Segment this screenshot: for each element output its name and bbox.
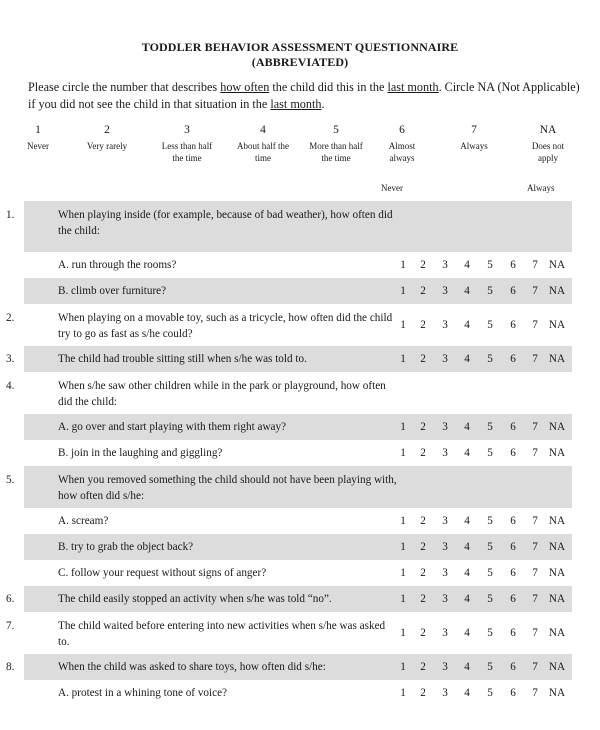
rating-option[interactable]: 5	[487, 447, 493, 459]
rating-option[interactable]: 1	[400, 447, 406, 459]
rating-option[interactable]: 7	[532, 515, 538, 527]
rating-option[interactable]: 2	[420, 447, 426, 459]
scale-description: Does not apply	[531, 141, 565, 163]
scale-description: About half the time	[237, 141, 289, 163]
rating-option[interactable]: 5	[487, 687, 493, 699]
question-label	[6, 659, 398, 675]
rating-option[interactable]: 1	[400, 687, 406, 699]
rating-option[interactable]: 6	[510, 421, 516, 433]
question-label	[6, 472, 398, 504]
rating-option[interactable]: 2	[420, 515, 426, 527]
scale-number: 3	[184, 124, 190, 136]
question-number: 3.	[6, 353, 15, 365]
question-text: When you removed something the child should not have been playing with, how often did s/he:	[58, 474, 397, 502]
rating-option[interactable]: 6	[510, 447, 516, 459]
scale-end-never: Never	[381, 183, 403, 193]
rating-option[interactable]: 2	[420, 541, 426, 553]
rating-option[interactable]: NA	[548, 319, 566, 331]
rating-option[interactable]: 4	[464, 353, 470, 365]
sub-question-text: A. go over and start playing with them right away?	[58, 421, 287, 433]
scale-number: 6	[399, 124, 405, 136]
scale-description: Never	[27, 141, 49, 151]
rating-option[interactable]: 6	[510, 567, 516, 579]
sub-question-row	[24, 560, 572, 586]
rating-scale-legend	[0, 124, 600, 194]
rating-option[interactable]: 4	[464, 541, 470, 553]
question-row	[6, 201, 572, 252]
rating-option[interactable]: 3	[442, 515, 448, 527]
rating-option[interactable]: NA	[548, 353, 566, 365]
rating-option[interactable]: NA	[548, 593, 566, 605]
scale-description: Always	[460, 141, 488, 151]
rating-option[interactable]: 6	[510, 285, 516, 297]
rating-option[interactable]: 4	[464, 687, 470, 699]
scale-description: More than half the time	[309, 141, 363, 163]
rating-option[interactable]: NA	[548, 541, 566, 553]
question-number: 2.	[6, 312, 15, 324]
rating-option[interactable]: 7	[532, 593, 538, 605]
question-label	[6, 207, 398, 239]
scale-number: 7	[471, 124, 477, 136]
instructions-emphasis: last month	[270, 97, 322, 111]
questionnaire-items	[6, 201, 572, 706]
rating-option[interactable]: 3	[442, 541, 448, 553]
rating-option[interactable]: 6	[510, 627, 516, 639]
rating-option[interactable]: 3	[442, 259, 448, 271]
rating-option[interactable]: 5	[487, 567, 493, 579]
rating-option[interactable]: 6	[510, 259, 516, 271]
scale-point	[377, 124, 427, 164]
question-text: When playing on a movable toy, such as a tricycle, how often did the child try to go as fast as s/he could?	[58, 312, 393, 340]
rating-option[interactable]: 6	[510, 515, 516, 527]
rating-option[interactable]: 7	[532, 567, 538, 579]
rating-option[interactable]: 3	[442, 567, 448, 579]
sub-question-text: A. scream?	[58, 515, 109, 527]
instructions-text: .	[321, 97, 325, 111]
question-text: The child waited before entering into new activities when s/he was asked to.	[58, 620, 386, 648]
rating-option[interactable]: 6	[510, 541, 516, 553]
rating-option[interactable]: NA	[548, 661, 566, 673]
rating-option[interactable]: 3	[442, 661, 448, 673]
rating-option[interactable]: 3	[442, 285, 448, 297]
instructions	[28, 79, 588, 113]
rating-option[interactable]: 5	[487, 541, 493, 553]
rating-option[interactable]: 2	[420, 319, 426, 331]
scale-description: Almost always	[388, 141, 416, 163]
rating-option[interactable]: 2	[420, 687, 426, 699]
rating-option[interactable]: 5	[487, 285, 493, 297]
rating-option[interactable]: 2	[420, 567, 426, 579]
instructions-emphasis: how often	[220, 80, 270, 94]
scale-point	[13, 124, 63, 152]
sub-question-text: B. join in the laughing and giggling?	[58, 447, 223, 459]
question-text: When s/he saw other children while in the park or playground, how often did the child:	[58, 380, 386, 408]
title-line-2: (ABBREVIATED)	[251, 55, 349, 69]
sub-question-text: B. climb over furniture?	[58, 285, 167, 297]
rating-option[interactable]: 4	[464, 627, 470, 639]
scale-end-always: Always	[527, 183, 555, 193]
question-number: 7.	[6, 620, 15, 632]
instructions-emphasis: last month	[387, 80, 439, 94]
scale-number: 2	[104, 124, 110, 136]
rating-option[interactable]: 4	[464, 319, 470, 331]
rating-option[interactable]: NA	[548, 567, 566, 579]
scale-description: Less than half the time	[161, 141, 213, 163]
question-number: 4.	[6, 380, 15, 392]
instructions-text: Please circle the number that describes	[28, 80, 221, 94]
rating-option[interactable]: 7	[532, 259, 538, 271]
scale-point	[235, 124, 291, 164]
rating-option[interactable]: 4	[464, 593, 470, 605]
rating-option[interactable]: 2	[420, 285, 426, 297]
rating-option[interactable]: 4	[464, 259, 470, 271]
rating-option[interactable]: 4	[464, 515, 470, 527]
question-label	[6, 618, 398, 650]
rating-option[interactable]: 2	[420, 593, 426, 605]
question-text: The child had trouble sitting still when s/he was told to.	[58, 353, 307, 365]
rating-option[interactable]: 3	[442, 627, 448, 639]
rating-option[interactable]: 3	[442, 687, 448, 699]
rating-option[interactable]: 1	[400, 567, 406, 579]
rating-option[interactable]: 1	[400, 259, 406, 271]
scale-number: 4	[260, 124, 266, 136]
rating-option[interactable]: 1	[400, 285, 406, 297]
sub-question-row	[24, 278, 572, 304]
question-label	[6, 310, 398, 342]
rating-option[interactable]: 5	[487, 515, 493, 527]
question-label	[6, 591, 398, 607]
rating-option[interactable]: 7	[532, 319, 538, 331]
rating-option[interactable]: NA	[548, 687, 566, 699]
question-text: When playing inside (for example, because of bad weather), how often did the child:	[58, 209, 393, 237]
rating-option[interactable]: 6	[510, 593, 516, 605]
rating-option[interactable]: NA	[548, 259, 566, 271]
rating-option[interactable]: 1	[400, 661, 406, 673]
rating-option[interactable]: 2	[420, 353, 426, 365]
rating-option[interactable]: NA	[548, 285, 566, 297]
sub-question-text: B. try to grab the object back?	[58, 541, 194, 553]
rating-option[interactable]: 7	[532, 353, 538, 365]
rating-option[interactable]: 6	[510, 353, 516, 365]
scale-description: Very rarely	[86, 141, 128, 151]
question-text: The child easily stopped an activity when s/he was told “no”.	[58, 593, 332, 605]
question-row	[6, 654, 572, 680]
rating-option[interactable]: 1	[400, 421, 406, 433]
instructions-text: . Circle NA (Not Applicable) if you did not see the child in that situation in the	[28, 80, 580, 111]
sub-question-text: A. run through the rooms?	[58, 259, 177, 271]
question-row	[6, 612, 572, 654]
question-number: 1.	[6, 209, 15, 221]
scale-number: 5	[333, 124, 339, 136]
rating-option[interactable]: 7	[532, 661, 538, 673]
question-number: 8.	[6, 661, 15, 673]
rating-option[interactable]: 5	[487, 353, 493, 365]
rating-option[interactable]: 1	[400, 627, 406, 639]
rating-option[interactable]: 3	[442, 593, 448, 605]
rating-option[interactable]: 3	[442, 421, 448, 433]
rating-option[interactable]: 4	[464, 421, 470, 433]
rating-option[interactable]: 7	[532, 285, 538, 297]
rating-option[interactable]: 1	[400, 593, 406, 605]
rating-option[interactable]: 5	[487, 627, 493, 639]
question-row	[6, 586, 572, 612]
document-title	[0, 40, 600, 70]
question-row	[6, 372, 572, 414]
rating-option[interactable]: NA	[548, 515, 566, 527]
sub-question-row	[24, 534, 572, 560]
rating-option[interactable]: 7	[532, 421, 538, 433]
rating-option[interactable]: 7	[532, 447, 538, 459]
question-text: When the child was asked to share toys, how often did s/he:	[58, 661, 326, 673]
rating-option[interactable]: 7	[532, 541, 538, 553]
rating-option[interactable]: 2	[420, 661, 426, 673]
rating-option[interactable]: 3	[442, 447, 448, 459]
rating-option[interactable]: 1	[400, 515, 406, 527]
rating-option[interactable]: 3	[442, 319, 448, 331]
rating-option[interactable]: 6	[510, 319, 516, 331]
scale-point	[449, 124, 499, 152]
rating-option[interactable]: 2	[420, 259, 426, 271]
rating-option[interactable]: 5	[487, 593, 493, 605]
rating-option[interactable]: 2	[420, 627, 426, 639]
sub-question-row	[24, 680, 572, 706]
scale-point	[82, 124, 132, 152]
rating-option[interactable]: 1	[400, 319, 406, 331]
rating-option[interactable]: 5	[487, 661, 493, 673]
scale-number: 1	[35, 124, 41, 136]
question-number: 5.	[6, 474, 15, 486]
rating-option[interactable]: 4	[464, 447, 470, 459]
instructions-text: the child did this in the	[269, 80, 388, 94]
question-label	[6, 351, 398, 367]
sub-question-text: A. protest in a whining tone of voice?	[58, 687, 228, 699]
scale-point	[159, 124, 215, 164]
question-row	[6, 304, 572, 346]
rating-option[interactable]: 6	[510, 661, 516, 673]
rating-option[interactable]: NA	[548, 447, 566, 459]
rating-option[interactable]: NA	[548, 627, 566, 639]
question-row	[6, 346, 572, 372]
question-label	[6, 378, 398, 410]
sub-question-row	[24, 252, 572, 278]
title-line-1: TODDLER BEHAVIOR ASSESSMENT QUESTIONNAIRE	[141, 40, 459, 54]
question-number: 6.	[6, 593, 15, 605]
rating-option[interactable]: 6	[510, 687, 516, 699]
rating-option[interactable]: 1	[400, 541, 406, 553]
rating-option[interactable]: 3	[442, 353, 448, 365]
question-row	[6, 466, 572, 508]
scale-number: NA	[539, 124, 557, 136]
scale-point	[523, 124, 573, 164]
sub-question-row	[24, 508, 572, 534]
rating-option[interactable]: 5	[487, 259, 493, 271]
rating-option[interactable]: 7	[532, 627, 538, 639]
rating-option[interactable]: 5	[487, 319, 493, 331]
rating-option[interactable]: 5	[487, 421, 493, 433]
sub-question-row	[24, 440, 572, 466]
rating-option[interactable]: 4	[464, 661, 470, 673]
scale-point	[308, 124, 364, 164]
rating-option[interactable]: 4	[464, 567, 470, 579]
sub-question-text: C. follow your request without signs of anger?	[58, 567, 267, 579]
rating-option[interactable]: 7	[532, 687, 538, 699]
rating-option[interactable]: NA	[548, 421, 566, 433]
rating-option[interactable]: 4	[464, 285, 470, 297]
rating-option[interactable]: 2	[420, 421, 426, 433]
sub-question-row	[24, 414, 572, 440]
rating-option[interactable]: 1	[400, 353, 406, 365]
